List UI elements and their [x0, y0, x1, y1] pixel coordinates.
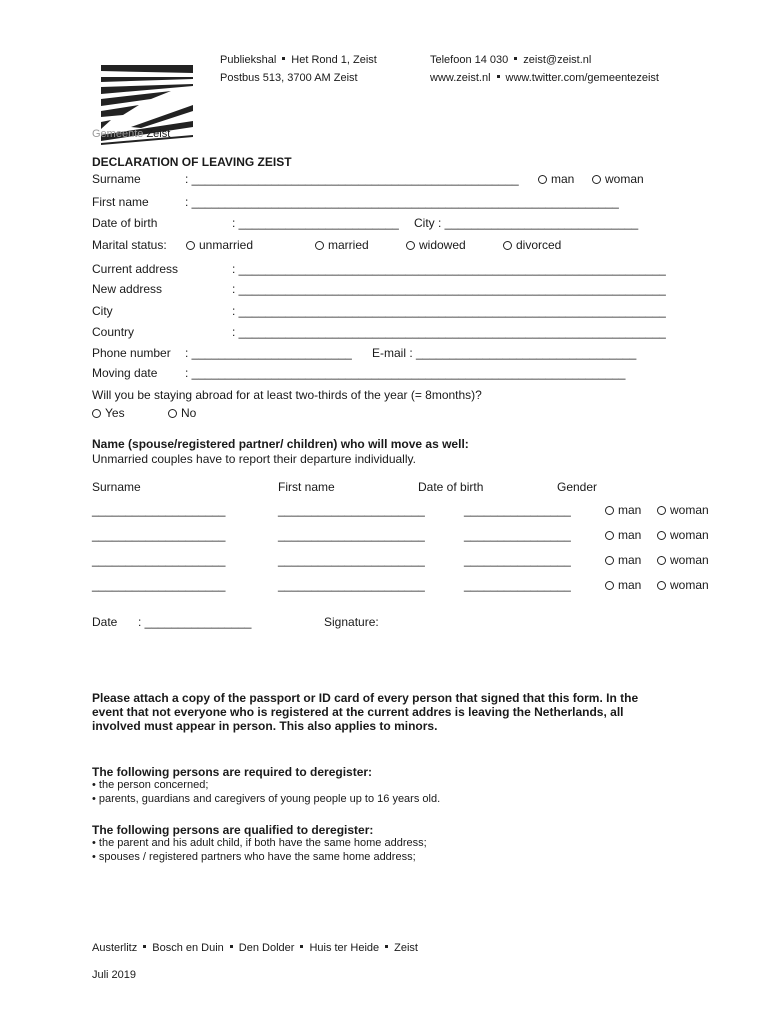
bullet-icon [385, 945, 388, 948]
person-surname-field[interactable] [92, 553, 225, 567]
person-gender-man-option[interactable] [605, 578, 641, 592]
radio-icon[interactable] [657, 556, 666, 565]
abroad-no-option[interactable] [168, 406, 196, 420]
attach-notice-line-3: involved must appear in person. This also applies to minors. [92, 719, 438, 733]
person-gender-man-option[interactable] [605, 503, 641, 517]
current-address-label: Current address [92, 262, 179, 276]
moving-date-field[interactable]: : _________________________________________________________________ [185, 366, 626, 380]
form-title: DECLARATION OF LEAVING ZEIST [92, 155, 292, 169]
date-field[interactable]: : ________________ [138, 615, 252, 629]
radio-icon[interactable] [592, 175, 601, 184]
moving-date-label: Moving date [92, 366, 158, 380]
person-dob-field[interactable] [464, 503, 571, 517]
address-street: Het Rond 1, Zeist [291, 54, 377, 66]
phone-field[interactable]: : ________________________ [185, 346, 352, 360]
radio-icon[interactable] [605, 556, 614, 565]
man-label: man [618, 553, 642, 567]
phone-number: Telefoon 14 030 [430, 54, 509, 66]
surname-label: Surname [92, 172, 141, 186]
bullet-icon [230, 945, 233, 948]
firstname-line[interactable]: ______________________ [278, 528, 425, 542]
logo-muni: Gemeente [92, 128, 144, 140]
married-label: married [328, 238, 369, 252]
radio-icon[interactable] [186, 241, 195, 250]
email-link[interactable]: zeist@zeist.nl [523, 54, 592, 66]
radio-icon[interactable] [605, 581, 614, 590]
twitter-link[interactable]: www.twitter.com/gemeentezeist [505, 72, 659, 84]
person-dob-field[interactable] [464, 553, 571, 567]
others-heading: Name (spouse/registered partner/ children) who will move as well: [92, 437, 469, 451]
phone-label: Phone number [92, 346, 171, 360]
abroad-yes-option[interactable] [92, 406, 125, 420]
dob-line[interactable]: ________________ [464, 503, 571, 517]
divorced-label: divorced [516, 238, 562, 252]
person-surname-field[interactable] [92, 503, 225, 517]
municipality-logo [92, 47, 186, 127]
qualified-item-1: • the parent and his adult child, if both have the same home address; [92, 837, 427, 849]
footer-places [92, 942, 418, 954]
logo-text [92, 128, 170, 140]
radio-icon[interactable] [657, 506, 666, 515]
woman-label: woman [670, 503, 709, 517]
yes-label: Yes [105, 406, 125, 420]
person-gender-woman-option[interactable] [657, 503, 709, 517]
man-label: man [618, 503, 642, 517]
marital-widowed-option[interactable] [406, 238, 466, 252]
website-link[interactable]: www.zeist.nl [430, 72, 491, 84]
no-label: No [181, 406, 197, 420]
radio-icon[interactable] [503, 241, 512, 250]
dob-line[interactable]: ________________ [464, 578, 571, 592]
new-address-label: New address [92, 282, 163, 296]
firstname-line[interactable]: ______________________ [278, 578, 425, 592]
person-gender-man-option[interactable] [605, 528, 641, 542]
surname-line[interactable]: ____________________ [92, 503, 226, 517]
person-surname-field[interactable] [92, 578, 225, 592]
woman-label: woman [670, 528, 709, 542]
col-firstname-header: First name [278, 480, 335, 494]
person-gender-man-option[interactable] [605, 553, 641, 567]
email-field[interactable]: E-mail : _________________________________ [372, 346, 637, 360]
bullet-icon [300, 945, 303, 948]
attach-notice-line-1: Please attach a copy of the passport or ID card of every person that signed that this form. In the [92, 691, 639, 705]
city-field[interactable]: : ________________________________________________________________ [232, 304, 666, 318]
footer-place: Zeist [394, 942, 418, 954]
firstname-line[interactable]: ______________________ [278, 553, 425, 567]
required-heading: The following persons are required to deregister: [92, 765, 373, 779]
bullet-icon [497, 75, 500, 78]
dob-field[interactable]: : ________________________ [232, 216, 399, 230]
col-surname-header: Surname [92, 480, 141, 494]
gender-man-option[interactable] [538, 172, 574, 186]
person-gender-woman-option[interactable] [657, 578, 709, 592]
radio-icon[interactable] [657, 531, 666, 540]
woman-label: woman [605, 172, 644, 186]
surname-line[interactable]: ____________________ [92, 528, 226, 542]
firstname-line[interactable]: ______________________ [278, 503, 425, 517]
current-address-field[interactable]: : ________________________________________________________________ [232, 262, 666, 276]
birth-city-field[interactable]: City : _____________________________ [414, 216, 639, 230]
contact-line-1 [430, 54, 591, 66]
footer-place: Huis ter Heide [309, 942, 380, 954]
marital-label: Marital status: [92, 238, 167, 252]
required-item-2: • parents, guardians and caregivers of young people up to 16 years old. [92, 793, 441, 805]
footer-date: Juli 2019 [92, 969, 137, 981]
surname-line[interactable]: ____________________ [92, 578, 226, 592]
dob-label: Date of birth [92, 216, 158, 230]
qualified-heading: The following persons are qualified to deregister: [92, 823, 374, 837]
surname-field[interactable]: : _________________________________________________ [185, 172, 519, 186]
date-label: Date [92, 615, 118, 629]
radio-icon[interactable] [605, 531, 614, 540]
footer-place: Bosch en Duin [152, 942, 224, 954]
man-label: man [618, 528, 642, 542]
address-hall: Publiekshal [220, 54, 277, 66]
widowed-label: widowed [419, 238, 466, 252]
marital-married-option[interactable] [315, 238, 369, 252]
man-label: man [618, 578, 642, 592]
col-dob-header: Date of birth [418, 480, 484, 494]
dob-line[interactable]: ________________ [464, 553, 571, 567]
logo-city: Zeist [146, 128, 171, 140]
attach-notice-line-2: event that not everyone who is registered at the current addres is leaving the Netherlands, all [92, 705, 624, 719]
col-gender-header: Gender [557, 480, 598, 494]
person-dob-field[interactable] [464, 578, 571, 592]
footer-place: Den Dolder [238, 942, 295, 954]
firstname-field[interactable]: : ________________________________________________________________ [185, 195, 619, 209]
woman-label: woman [670, 578, 709, 592]
gender-woman-option[interactable] [592, 172, 644, 186]
country-field[interactable]: : ________________________________________________________________ [232, 325, 666, 339]
qualified-item-2: • spouses / registered partners who have the same home address; [92, 851, 416, 863]
person-firstname-field[interactable] [278, 503, 425, 517]
bullet-icon [282, 57, 285, 60]
city-label: City [92, 304, 113, 318]
signature-label: Signature: [324, 615, 379, 629]
firstname-label: First name [92, 195, 149, 209]
person-dob-field[interactable] [464, 528, 571, 542]
person-firstname-field[interactable] [278, 578, 425, 592]
dob-line[interactable]: ________________ [464, 528, 571, 542]
person-gender-woman-option[interactable] [657, 528, 709, 542]
radio-icon[interactable] [605, 506, 614, 515]
required-item-1: • the person concerned; [92, 779, 209, 791]
marital-unmarried-option[interactable] [186, 238, 253, 252]
person-surname-field[interactable] [92, 528, 225, 542]
radio-icon[interactable] [315, 241, 324, 250]
unmarried-label: unmarried [199, 238, 254, 252]
marital-divorced-option[interactable] [503, 238, 561, 252]
radio-icon[interactable] [92, 409, 101, 418]
man-label: man [551, 172, 575, 186]
new-address-field[interactable]: : ________________________________________________________________ [232, 282, 666, 296]
address-line-1 [220, 54, 377, 66]
radio-icon[interactable] [168, 409, 177, 418]
abroad-question: Will you be staying abroad for at least two-thirds of the year (= 8months)? [92, 388, 482, 402]
person-firstname-field[interactable] [278, 528, 425, 542]
others-subtext: Unmarried couples have to report their departure individually. [92, 452, 416, 466]
woman-label: woman [670, 553, 709, 567]
radio-icon[interactable] [538, 175, 547, 184]
bullet-icon [143, 945, 146, 948]
radio-icon[interactable] [657, 581, 666, 590]
radio-icon[interactable] [406, 241, 415, 250]
surname-line[interactable]: ____________________ [92, 553, 226, 567]
person-gender-woman-option[interactable] [657, 553, 709, 567]
person-firstname-field[interactable] [278, 553, 425, 567]
bullet-icon [514, 57, 517, 60]
contact-line-2 [430, 72, 659, 84]
country-label: Country [92, 325, 135, 339]
footer-place: Austerlitz [92, 942, 138, 954]
address-line-2: Postbus 513, 3700 AM Zeist [220, 72, 358, 84]
